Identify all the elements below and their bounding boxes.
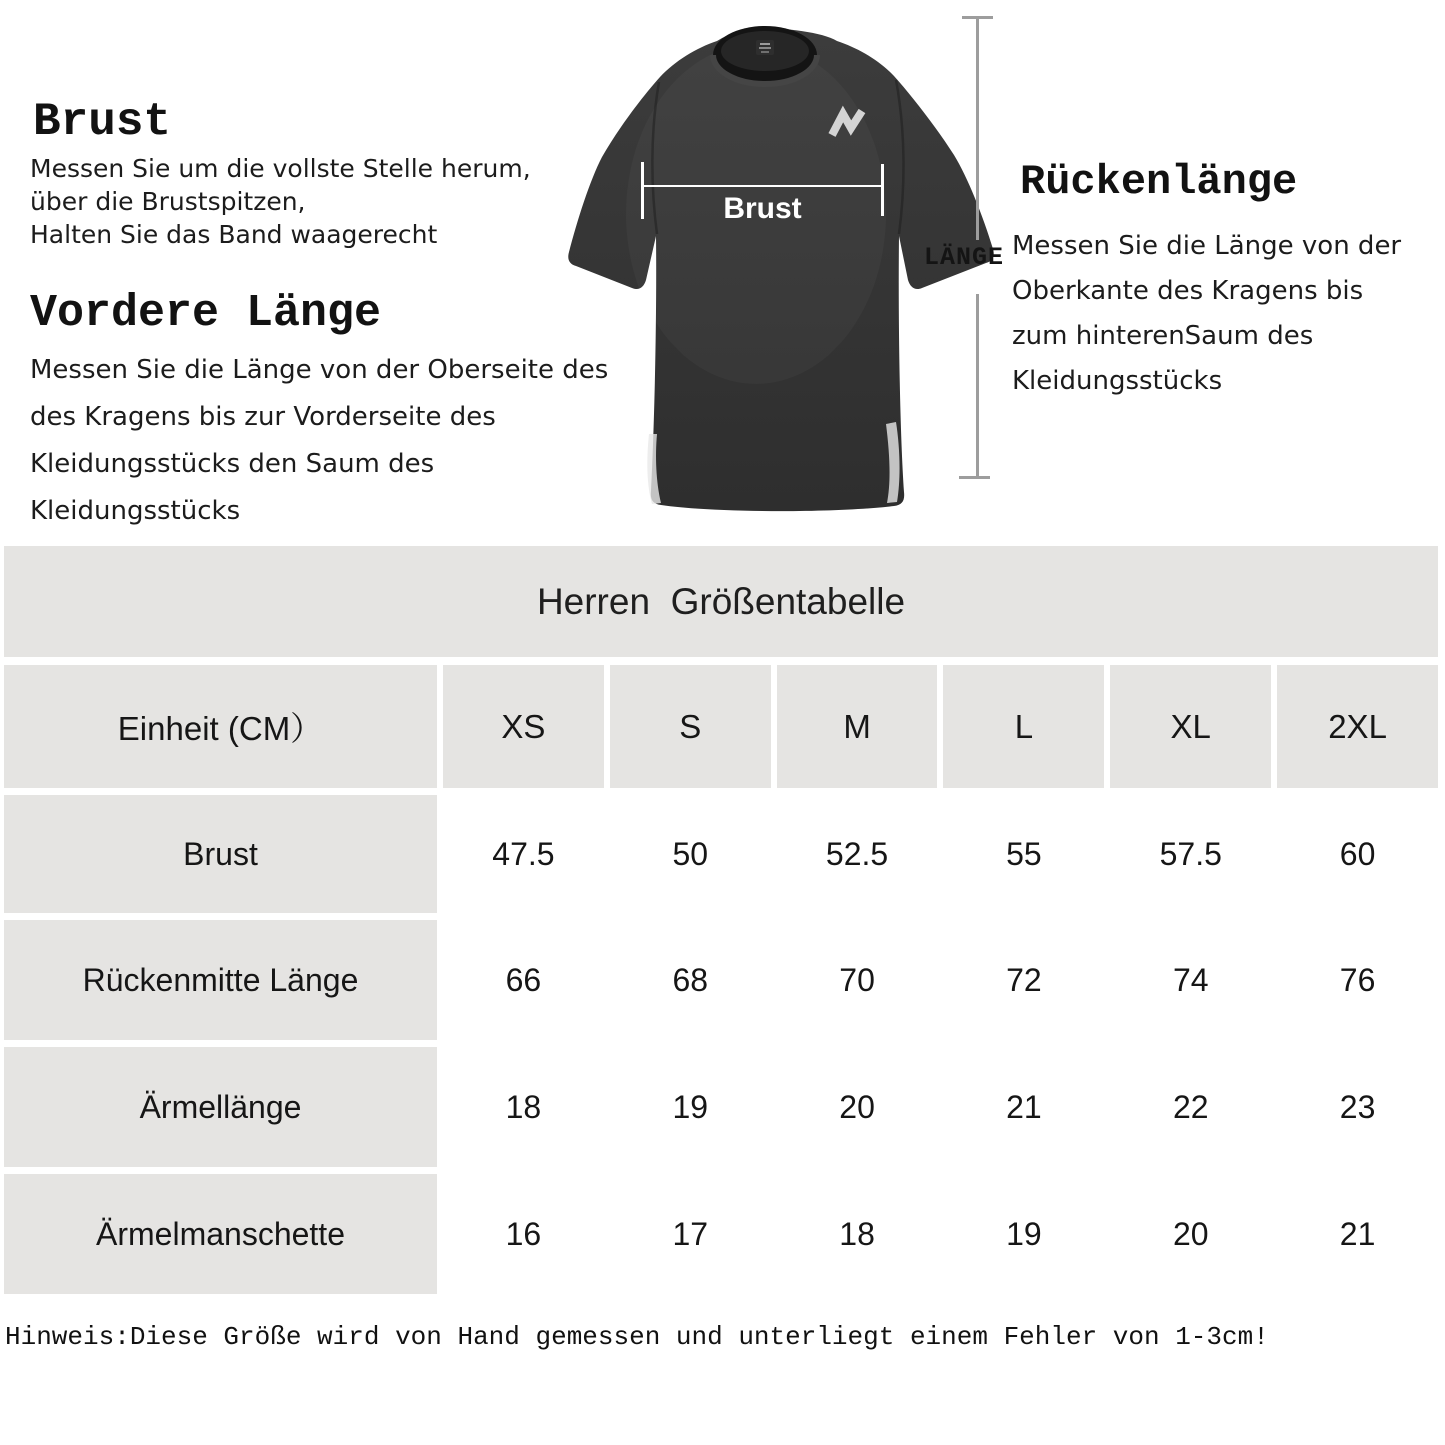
back-length-line: zum hinterenSaum des [1012,321,1314,351]
front-length-line: Kleidungsstücks [30,496,241,526]
size-table [4,665,1438,1294]
table-value: 68 [672,961,709,998]
table-value: 47.5 [492,835,555,872]
table-value: 18 [505,1088,542,1125]
size-header-m: M [777,665,938,788]
length-measure-label: LÄNGE [924,243,1005,272]
chest-section-heading: Brust [33,96,172,148]
chest-measure-line [643,185,882,187]
back-length-text [1012,224,1401,404]
unit-header-cell: Einheit (CM） [4,665,437,788]
chest-section-text [30,152,531,251]
row-label-brust: Brust [4,795,437,913]
table-value: 22 [1172,1088,1209,1125]
measurement-disclaimer-note: Hinweis:Diese Größe wird von Hand gemessen und unterliegt einem Fehler von 1-3cm! [5,1322,1269,1352]
back-length-line: Oberkante des Kragens bis [1012,276,1364,306]
table-value: 55 [1006,835,1042,872]
neck-label-print [761,51,769,53]
size-header-xs: XS [443,665,604,788]
table-title: Herren Größentabelle [4,546,1438,657]
length-measure-cap-bottom [959,476,990,479]
table-value: 52.5 [825,835,889,872]
table-value: 20 [1172,1215,1209,1252]
chest-text-line: Messen Sie um die vollste Stelle herum, [30,154,531,183]
row-label-rueckenmitte: Rückenmitte Länge [4,920,437,1040]
chest-measure-label: Brust [723,192,802,225]
front-length-text [30,347,608,535]
size-header-s: S [610,665,771,788]
front-length-line: Kleidungsstücks den Saum des [30,449,435,479]
table-value: 21 [1339,1215,1376,1252]
size-header-l: L [943,665,1104,788]
row-label-aermellaenge: Ärmellänge [4,1047,437,1167]
table-value: 21 [1006,1088,1042,1125]
chest-text-line: über die Brustspitzen, [30,187,306,216]
back-length-heading: Rückenlänge [1020,158,1298,206]
length-measure-line-lower [976,294,979,476]
size-header-xl: XL [1110,665,1271,788]
row-label-aermelmanschette: Ärmelmanschette [4,1174,437,1294]
table-value: 19 [1006,1215,1042,1252]
table-value: 70 [839,961,875,998]
length-measure-line-upper [976,18,979,240]
table-value: 60 [1339,835,1376,872]
neck-label-print [760,43,770,45]
table-value: 74 [1172,961,1209,998]
chest-text-line: Halten Sie das Band waagerecht [30,220,438,249]
neck-label-print [759,47,771,49]
table-value: 72 [1006,961,1042,998]
table-value: 23 [1339,1088,1376,1125]
front-length-line: des Kragens bis zur Vorderseite des [30,402,496,432]
table-value: 20 [839,1088,875,1125]
table-value: 66 [505,961,542,998]
table-value: 57.5 [1159,835,1222,872]
table-value: 18 [839,1215,875,1252]
table-value: 17 [672,1215,709,1252]
table-value: 16 [505,1215,542,1252]
table-value: 50 [672,835,709,872]
size-header-2xl: 2XL [1277,665,1438,788]
back-length-line: Messen Sie die Länge von der [1012,231,1402,261]
table-value: 19 [672,1088,709,1125]
front-length-line: Messen Sie die Länge von der Oberseite des [30,355,609,385]
back-length-line: Kleidungsstücks [1012,366,1223,396]
table-value: 76 [1339,961,1376,998]
front-length-heading: Vordere Länge [30,288,382,339]
